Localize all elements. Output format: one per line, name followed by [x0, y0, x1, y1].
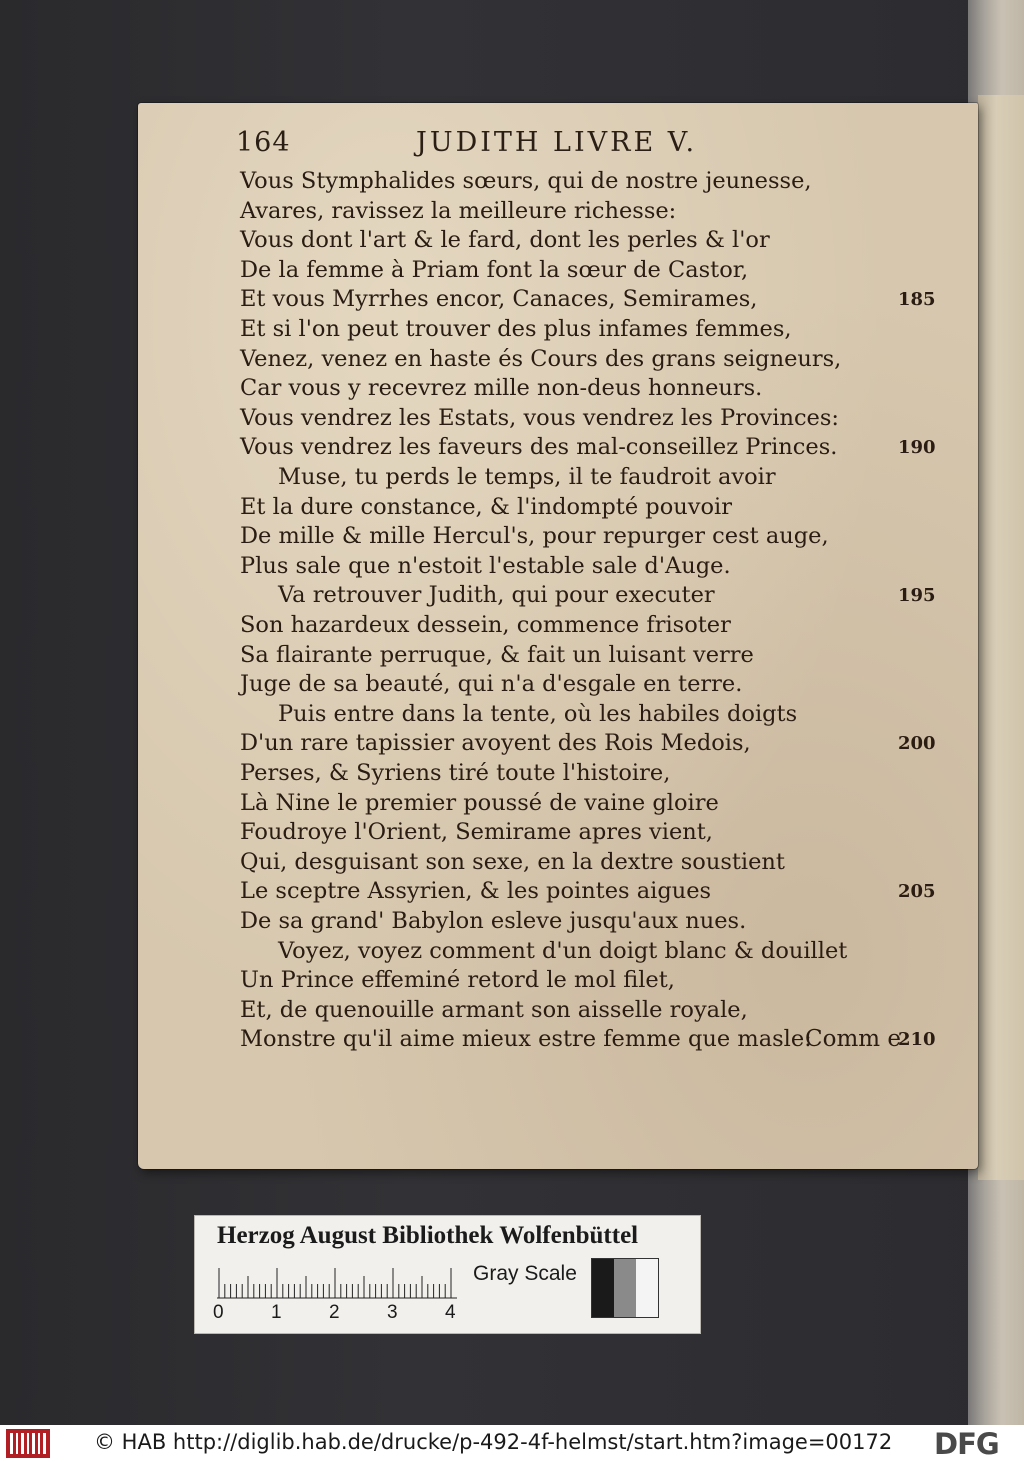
page-number: 164: [236, 127, 291, 158]
line-number: 200: [898, 733, 936, 755]
verse-line: D'un rare tapissier avoyent des Rois Medois,: [240, 730, 751, 757]
adjacent-page-edge: [978, 95, 1024, 1180]
verse-line: Et si l'on peut trouver des plus infames femmes,: [240, 316, 792, 342]
verse-text: [138, 103, 978, 1169]
verse-line: Vous vendrez les faveurs des mal-conseillez Princes.: [240, 434, 838, 461]
running-title: JUDITH LIVRE V.: [416, 127, 698, 158]
gray-swatch: [636, 1259, 658, 1317]
verse-line: De la femme à Priam font la sœur de Castor,: [240, 256, 749, 283]
copyright-link[interactable]: © HAB http://diglib.hab.de/drucke/p-492-4f-helmst/start.htm?image=00172: [94, 1430, 893, 1454]
ruler-label: 2: [329, 1302, 340, 1323]
verse-line: Car vous y recevrez mille non-deus honneurs.: [240, 375, 763, 402]
verse-line: De sa grand' Babylon esleve jusqu'aux nues.: [240, 908, 747, 934]
verse-line: Foudroye l'Orient, Semirame apres vient,: [240, 819, 713, 846]
ruler-label: 3: [387, 1302, 398, 1323]
gray-swatch: [614, 1259, 636, 1317]
gray-swatch: [592, 1259, 614, 1317]
line-number: 195: [898, 585, 936, 607]
hab-logo-icon: [6, 1429, 50, 1458]
ruler-label: 4: [445, 1302, 456, 1323]
verse-line: Avares, ravissez la meilleure richesse:: [240, 197, 677, 224]
verse-line: Juge de sa beauté, qui n'a d'esgale en terre.: [240, 671, 743, 698]
verse-line: De mille & mille Hercul's, pour repurger cest auge,: [240, 523, 829, 550]
verse-line: Puis entre dans la tente, où les habiles doigts: [278, 700, 798, 727]
verse-line: Le sceptre Assyrien, & les pointes aigues: [240, 878, 712, 905]
verse-line: Vous Stymphalides sœurs, qui de nostre jeunesse,: [240, 168, 812, 194]
verse-line: Plus sale que n'estoit l'estable sale d'Auge.: [240, 552, 731, 579]
gray-scale-swatches: [591, 1258, 659, 1318]
verse-line: Vous dont l'art & le fard, dont les perles & l'or: [240, 227, 770, 254]
verse-line: Et la dure constance, & l'indompté pouvoir: [240, 493, 732, 520]
verse-line: Un Prince effeminé retord le mol filet,: [240, 967, 675, 994]
ruler-labels: [213, 1302, 473, 1326]
verse-line: Et, de quenouille armant son aisselle royale,: [240, 996, 748, 1023]
verse-line: Son hazardeux dessein, commence frisoter: [240, 612, 731, 638]
verse-line: Vous vendrez les Estats, vous vendrez les Provinces:: [240, 404, 839, 431]
dfg-logo: DFG: [934, 1427, 999, 1461]
line-number: 190: [898, 437, 936, 459]
book-page: [138, 103, 978, 1169]
color-calibration-card: [194, 1215, 701, 1334]
line-number: 205: [898, 881, 936, 903]
line-number: 185: [898, 289, 936, 311]
verse-line: Muse, tu perds le temps, il te faudroit avoir: [278, 464, 776, 490]
line-number: 210: [898, 1029, 936, 1051]
verse-line: Sa flairante perruque, & fait un luisant verre: [240, 641, 754, 668]
ruler-label: 1: [271, 1302, 282, 1323]
verse-line: Voyez, voyez comment d'un doigt blanc & douillet: [278, 937, 848, 964]
ruler-label: 0: [213, 1302, 224, 1323]
verse-line: Monstre qu'il aime mieux estre femme que masle:: [240, 1026, 812, 1053]
verse-line: Venez, venez en haste és Cours des grans seigneurs,: [240, 345, 842, 372]
gray-scale-label: Gray Scale: [473, 1262, 577, 1285]
viewer-footer: [0, 1425, 1024, 1462]
verse-line: Qui, desguisant son sexe, en la dextre soustient: [240, 848, 785, 875]
verse-line: Et vous Myrrhes encor, Canaces, Semirames,: [240, 286, 758, 313]
verse-line: Perses, & Syriens tiré toute l'histoire,: [240, 760, 671, 786]
verse-line: Va retrouver Judith, qui pour executer: [278, 582, 715, 609]
verse-line: Là Nine le premier poussé de vaine gloire: [240, 789, 719, 816]
catchword: Comm e: [805, 1026, 901, 1052]
library-name: Herzog August Bibliothek Wolfenbüttel: [217, 1222, 639, 1249]
ruler-scale: [217, 1264, 457, 1300]
